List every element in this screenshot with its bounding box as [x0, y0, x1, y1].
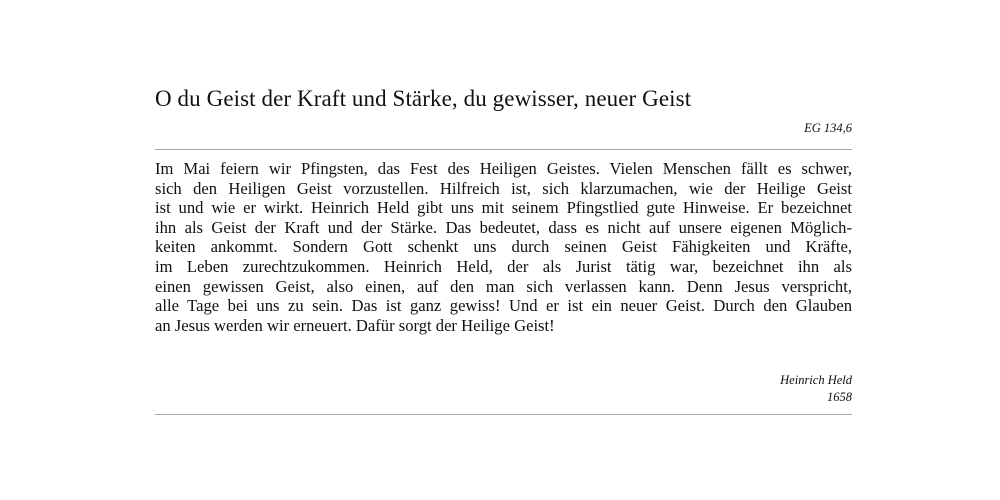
body-line: an Jesus werden wir erneuert. Dafür sorgt der Heilige Geist!	[155, 315, 555, 335]
divider-bottom	[155, 414, 852, 415]
body-text	[155, 159, 852, 335]
divider-top	[155, 149, 852, 150]
body-line: Im Mai feiern wir Pfingsten, das Fest des Heiligen Geistes. Vielen Menschen fällt es schwer,	[155, 159, 852, 178]
author-name: Heinrich Held	[780, 373, 852, 387]
body-line: sich den Heiligen Geist vorzustellen. Hilfreich ist, sich klarzumachen, wie der Heilige Geist	[155, 178, 852, 198]
body-line: einen gewissen Geist, also einen, auf den man sich verlassen kann. Denn Jesus verspricht,	[155, 276, 852, 296]
author-year: 1658	[827, 390, 852, 404]
attribution	[780, 372, 852, 406]
body-line: im Leben zurechtzukommen. Heinrich Held, der als Jurist tätig war, bezeichnet ihn als	[155, 256, 852, 276]
hymn-reference: EG 134,6	[804, 121, 852, 135]
body-line: ihn als Geist der Kraft und der Stärke. Das bedeutet, dass es nicht auf unsere eigenen Möglich-	[155, 217, 852, 237]
body-line: ist und wie er wirkt. Heinrich Held gibt uns mit seinem Pfingstlied gute Hinweise. Er bezeichnet	[155, 198, 852, 218]
body-line: keiten ankommt. Sondern Gott schenkt uns durch seinen Geist Fähigkeiten und Kräfte,	[155, 237, 852, 257]
page-title: O du Geist der Kraft und Stärke, du gewisser, neuer Geist	[155, 86, 692, 111]
body-line: alle Tage bei uns zu sein. Das ist ganz gewiss! Und er ist ein neuer Geist. Durch den Glauben	[155, 296, 852, 316]
